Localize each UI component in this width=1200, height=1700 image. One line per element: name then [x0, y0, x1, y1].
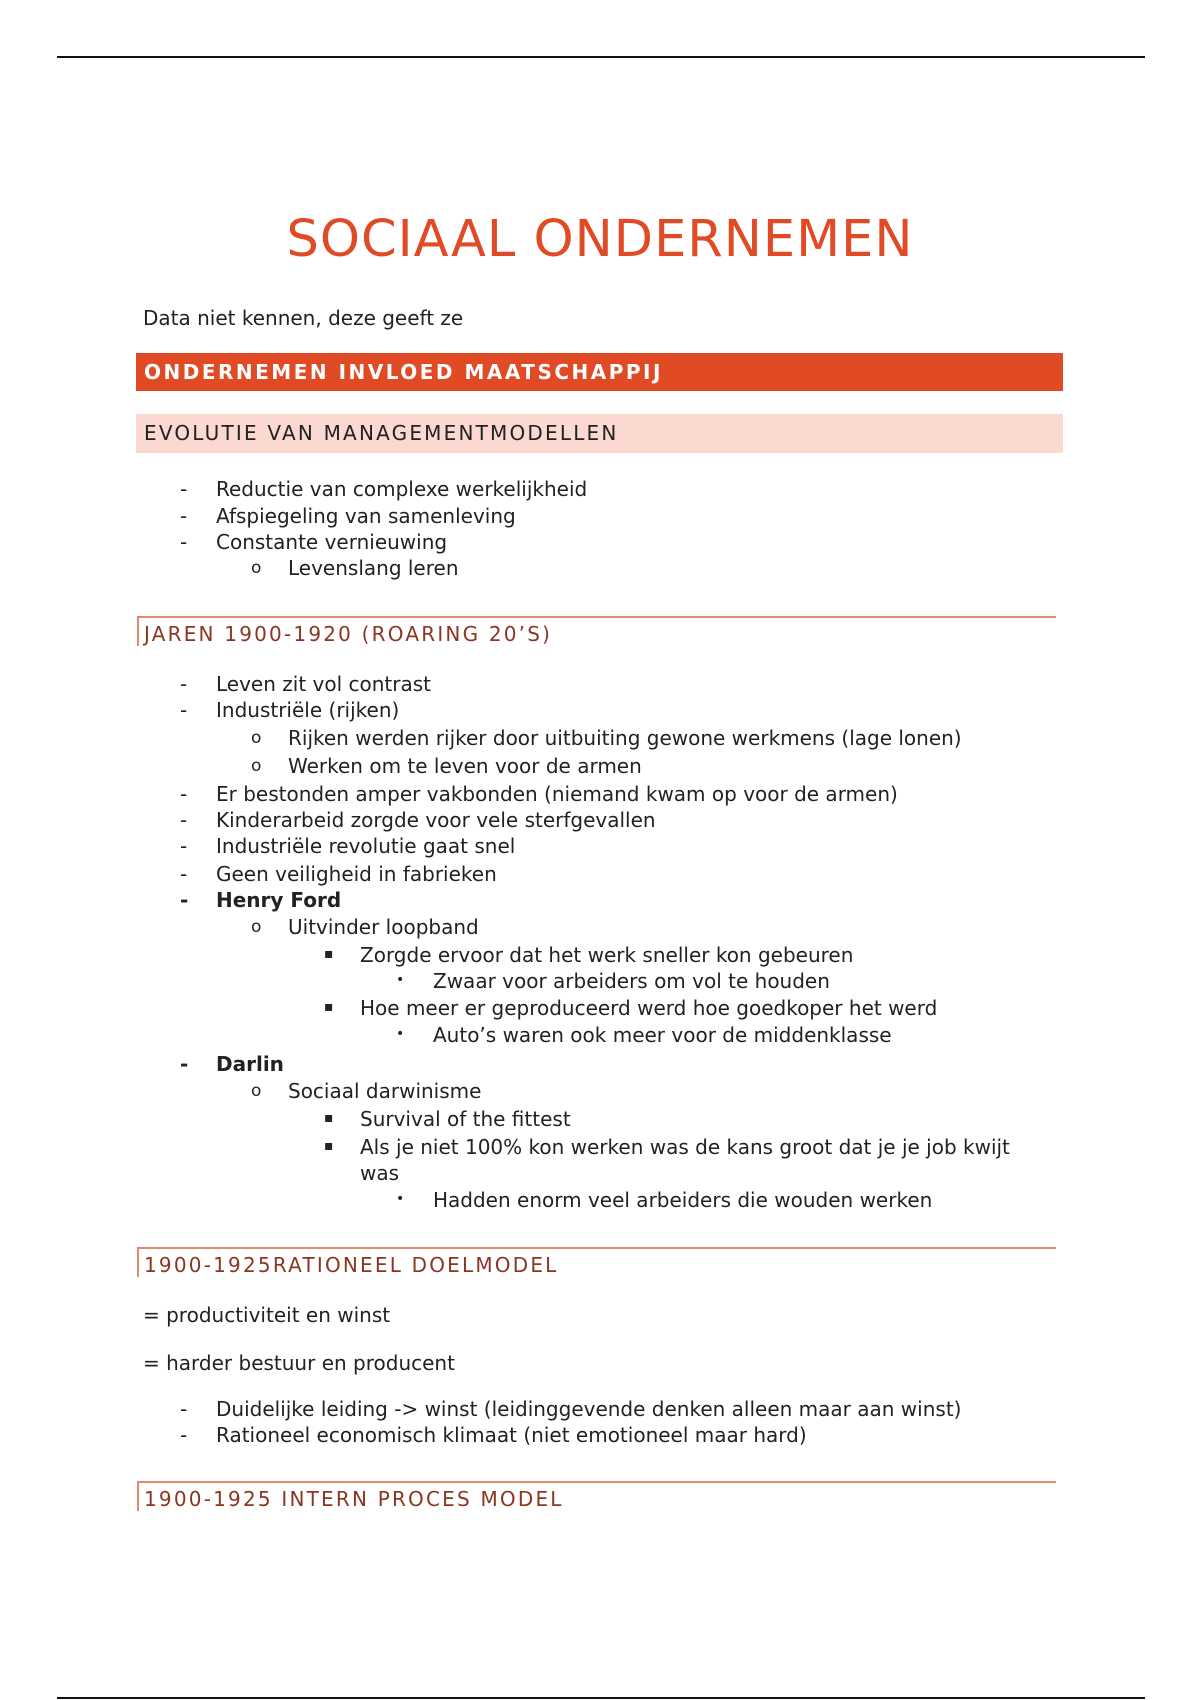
list-item: Sociaal darwinisme [288, 1079, 482, 1103]
circle-marker: o [251, 728, 262, 748]
list-item: Industriële (rijken) [216, 698, 400, 722]
list-item-continuation: was [360, 1161, 400, 1185]
dash-marker: - [180, 782, 188, 806]
list-item: Kinderarbeid zorgde voor vele sterfgevallen [216, 808, 656, 832]
dash-marker: - [180, 834, 188, 858]
list-item: Survival of the fittest [360, 1107, 571, 1131]
dash-marker: - [180, 1052, 189, 1076]
dash-marker: - [180, 530, 188, 554]
intro-text: Data niet kennen, deze geeft ze [143, 306, 464, 330]
dash-marker: - [180, 477, 188, 501]
dash-marker: - [180, 1397, 188, 1421]
list-item: Rijken werden rijker door uitbuiting gewone werkmens (lage lonen) [288, 726, 962, 750]
list-item: Zorgde ervoor dat het werk sneller kon gebeuren [360, 943, 854, 967]
list-item: Afspiegeling van samenleving [216, 504, 516, 528]
square-marker: ▪ [324, 1138, 334, 1154]
dash-marker: - [180, 504, 188, 528]
heading-jaren: JAREN 1900-1920 (ROARING 20’S) [137, 616, 1056, 646]
circle-marker: o [251, 756, 262, 776]
list-item: Darlin [216, 1052, 284, 1076]
dash-marker: - [180, 862, 188, 886]
square-marker: ▪ [324, 999, 334, 1015]
square-marker: ▪ [324, 946, 334, 962]
heading-rationeel: 1900-1925RATIONEEL DOELMODEL [137, 1247, 1056, 1277]
list-item: Leven zit vol contrast [216, 672, 431, 696]
square-marker: ▪ [324, 1110, 334, 1126]
definition-line: = productiviteit en winst [143, 1303, 391, 1327]
header-rule [57, 56, 1145, 58]
list-item: Er bestonden amper vakbonden (niemand kwam op voor de armen) [216, 782, 898, 806]
list-item: Levenslang leren [288, 556, 459, 580]
dash-marker: - [180, 808, 188, 832]
footer-rule [57, 1697, 1145, 1699]
list-item: Duidelijke leiding -> winst (leidinggevende denken alleen maar aan winst) [216, 1397, 962, 1421]
list-item: Henry Ford [216, 888, 342, 912]
list-item: Geen veiligheid in fabrieken [216, 862, 497, 886]
dot-marker: • [396, 1026, 405, 1042]
list-item: Auto’s waren ook meer voor de middenklasse [433, 1023, 892, 1047]
list-item: Constante vernieuwing [216, 530, 448, 554]
circle-marker: o [251, 1081, 262, 1101]
list-item: Hoe meer er geproduceerd werd hoe goedkoper het werd [360, 996, 938, 1020]
list-item: Hadden enorm veel arbeiders die wouden werken [433, 1188, 933, 1212]
dash-marker: - [180, 1423, 188, 1447]
dash-marker: - [180, 698, 188, 722]
heading-2: EVOLUTIE VAN MANAGEMENTMODELLEN [136, 414, 1063, 453]
dash-marker: - [180, 672, 188, 696]
list-item: Reductie van complexe werkelijkheid [216, 477, 588, 501]
heading-intern: 1900-1925 INTERN PROCES MODEL [137, 1481, 1056, 1511]
document-title: SOCIAAL ONDERNEMEN [286, 210, 914, 269]
circle-marker: o [251, 917, 262, 937]
list-item: Rationeel economisch klimaat (niet emotioneel maar hard) [216, 1423, 807, 1447]
definition-line: = harder bestuur en producent [143, 1351, 455, 1375]
heading-1: ONDERNEMEN INVLOED MAATSCHAPPIJ [136, 353, 1063, 391]
list-item: Uitvinder loopband [288, 915, 479, 939]
list-item: Industriële revolutie gaat snel [216, 834, 516, 858]
list-item: Zwaar voor arbeiders om vol te houden [433, 969, 830, 993]
dash-marker: - [180, 888, 189, 912]
dot-marker: • [396, 972, 405, 988]
list-item: Als je niet 100% kon werken was de kans groot dat je je job kwijt [360, 1135, 1010, 1159]
list-item: Werken om te leven voor de armen [288, 754, 642, 778]
circle-marker: o [251, 558, 262, 578]
dot-marker: • [396, 1191, 405, 1207]
